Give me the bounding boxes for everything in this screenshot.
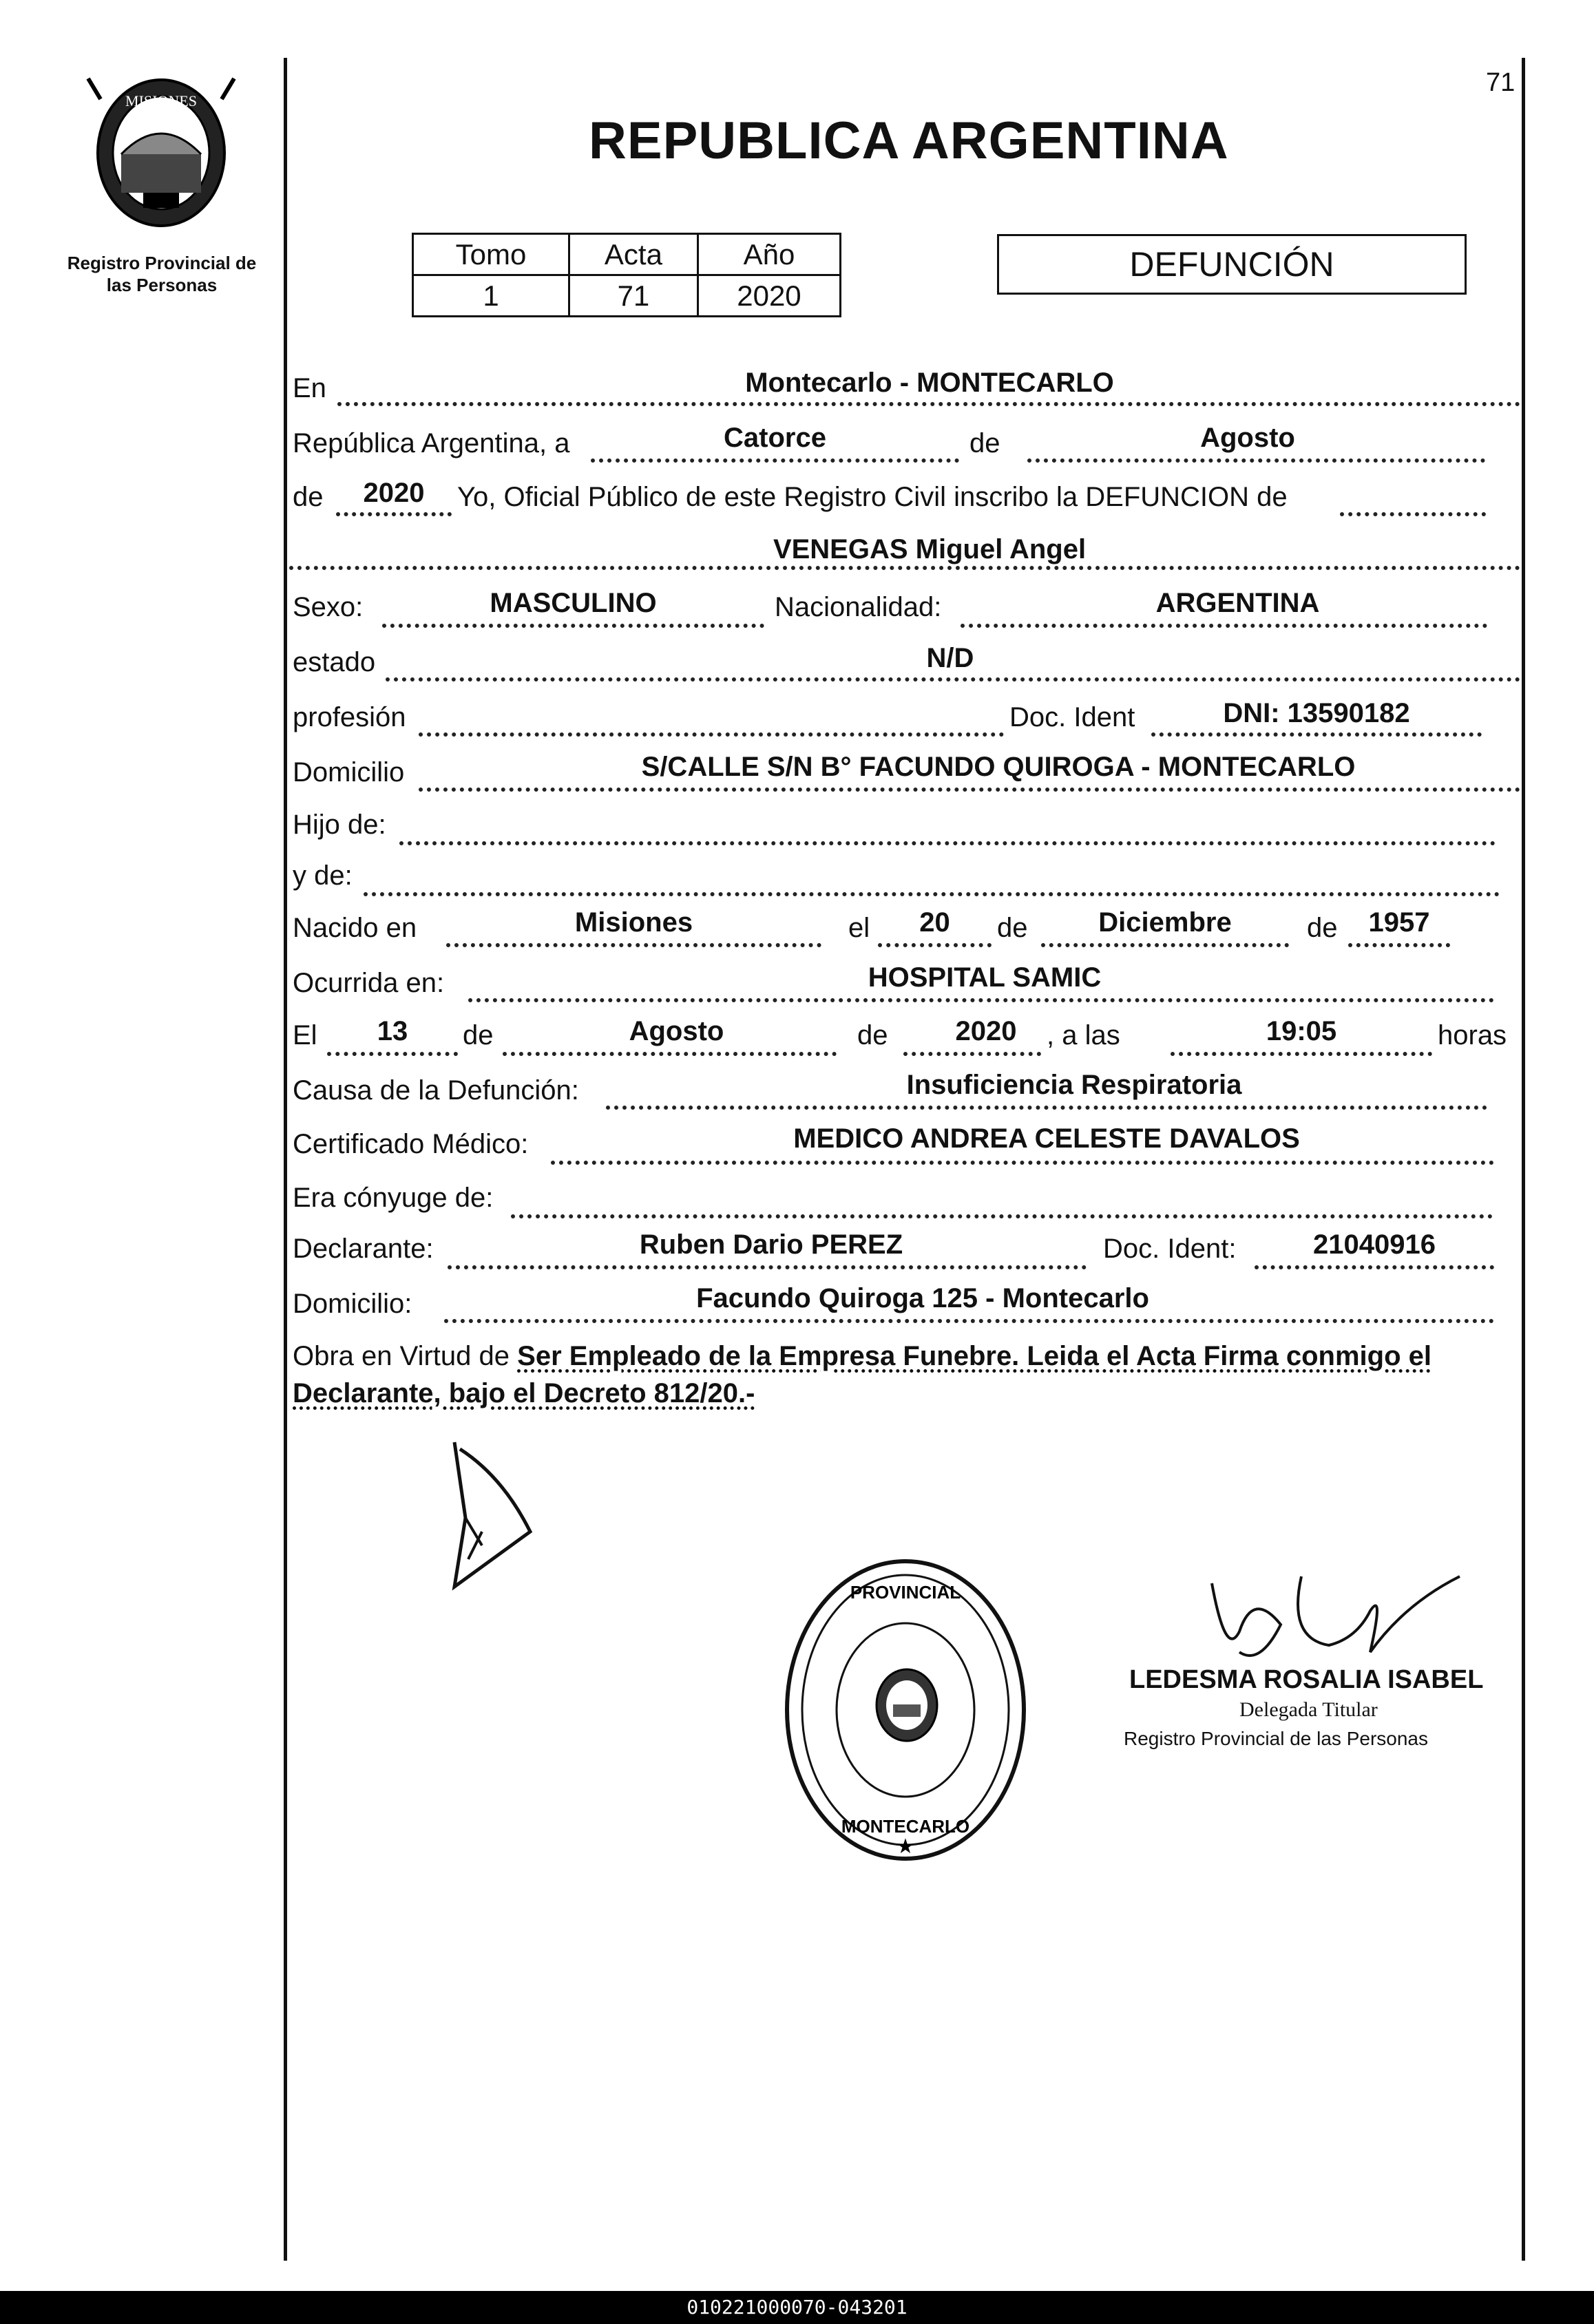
dotted-line — [1255, 1265, 1494, 1269]
official-stamp — [782, 1557, 1029, 1867]
dotted-line — [1027, 458, 1485, 463]
label-certificado: Certificado Médico: — [293, 1129, 529, 1159]
label-domicilio: Domicilio — [293, 757, 405, 788]
label-ocurrida: Ocurrida en: — [293, 968, 445, 998]
month-value: Agosto — [1200, 423, 1295, 453]
svg-text:PROVINCIAL: PROVINCIAL — [850, 1582, 961, 1603]
dotted-line — [444, 1319, 1494, 1323]
domicilio2-value: Facundo Quiroga 125 - Montecarlo — [696, 1283, 1149, 1313]
label-de: de — [997, 913, 1028, 943]
label-de: de — [1307, 913, 1338, 943]
value-acta: 71 — [569, 275, 698, 317]
label-de: de — [463, 1020, 494, 1050]
dotted-line — [446, 943, 821, 947]
label-el: el — [848, 913, 870, 943]
nacido-anio-value: 1957 — [1368, 907, 1430, 938]
header-acta: Acta — [569, 234, 698, 275]
dotted-line — [1348, 943, 1450, 947]
muerte-dia-value: 13 — [377, 1016, 408, 1046]
record-type-box: DEFUNCIÓN — [997, 234, 1467, 295]
label-hijo-de: Hijo de: — [293, 810, 386, 840]
label-obra: Obra en Virtud de — [293, 1341, 510, 1371]
muerte-anio-value: 2020 — [955, 1016, 1017, 1046]
ocurrida-value: HOSPITAL SAMIC — [868, 962, 1102, 993]
muerte-hora-value: 19:05 — [1266, 1016, 1337, 1046]
nacionalidad-value: ARGENTINA — [1155, 588, 1320, 618]
label-de: de — [857, 1020, 888, 1050]
label-doc-ident2: Doc. Ident: — [1103, 1234, 1237, 1264]
obra-value: Ser Empleado de la Empresa Funebre. Leida el Acta Firma conmigo el Declarante, bajo el Decreto 812/20.- — [293, 1341, 1432, 1408]
label-el: El — [293, 1020, 317, 1050]
header-tomo: Tomo — [413, 234, 569, 275]
record-table — [412, 233, 841, 317]
signatory-title: Delegada Titular — [1239, 1698, 1378, 1721]
dotted-line — [448, 1265, 1087, 1269]
signatory-name: LEDESMA ROSALIA ISABEL — [1129, 1665, 1484, 1694]
nacido-dia-value: 20 — [919, 907, 950, 938]
dotted-line — [1340, 512, 1486, 516]
dotted-line — [386, 677, 1520, 682]
right-border-line — [1522, 58, 1525, 2261]
dotted-line — [399, 841, 1496, 845]
declarant-signature — [441, 1435, 551, 1601]
causa-value: Insuficiencia Respiratoria — [906, 1070, 1242, 1100]
label-en: En — [293, 373, 326, 403]
year-value: 2020 — [363, 478, 425, 508]
label-estado: estado — [293, 647, 376, 677]
label-domicilio2: Domicilio: — [293, 1289, 412, 1319]
label-a-las: , a las — [1047, 1020, 1120, 1050]
label-nacido-en: Nacido en — [293, 913, 417, 943]
label-doc-ident: Doc. Ident — [1009, 702, 1135, 732]
label-year-prefix: de — [293, 482, 324, 512]
signatory-office: Registro Provincial de las Personas — [1124, 1728, 1428, 1749]
registry-caption-line2: las Personas — [106, 275, 218, 295]
value-anio: 2020 — [698, 275, 840, 317]
dotted-line — [419, 732, 1004, 737]
dotted-line — [503, 1052, 837, 1056]
label-y-de: y de: — [293, 860, 353, 891]
label-declarante: Declarante: — [293, 1234, 434, 1264]
dotted-line — [878, 943, 992, 947]
doc-ident-value: DNI: 13590182 — [1223, 698, 1410, 728]
page-title: REPUBLICA ARGENTINA — [589, 112, 1229, 170]
dotted-line — [551, 1161, 1494, 1165]
nacido-lugar-value: Misiones — [574, 907, 693, 938]
dotted-line — [382, 624, 764, 628]
place-value: Montecarlo - MONTECARLO — [745, 368, 1114, 398]
svg-text:★: ★ — [896, 1835, 915, 1859]
svg-text:MISIONES: MISIONES — [125, 92, 197, 109]
dotted-line — [1151, 732, 1482, 737]
dotted-line — [1171, 1052, 1432, 1056]
doc-ident2-value: 21040916 — [1313, 1229, 1436, 1260]
dotted-line — [364, 892, 1500, 896]
header-anio: Año — [698, 234, 840, 275]
dotted-line — [903, 1052, 1041, 1056]
registry-caption-line1: Registro Provincial de — [67, 253, 257, 273]
certificado-value: MEDICO ANDREA CELESTE DAVALOS — [793, 1123, 1300, 1154]
left-border-line — [284, 58, 287, 2261]
deceased-name: VENEGAS Miguel Angel — [773, 534, 1087, 564]
official-signature — [1198, 1563, 1474, 1680]
page-number: 71 — [1486, 68, 1516, 97]
dotted-line — [337, 402, 1520, 406]
estado-value: N/D — [926, 643, 974, 673]
dotted-line — [289, 566, 1520, 570]
value-tomo: 1 — [413, 275, 569, 317]
dotted-line — [419, 788, 1520, 792]
day-words-value: Catorce — [724, 423, 826, 453]
dotted-line — [336, 512, 452, 516]
domicilio-value: S/CALLE S/N B° FACUNDO QUIROGA - MONTECARLO — [641, 752, 1356, 782]
svg-text:MONTECARLO: MONTECARLO — [841, 1816, 970, 1837]
misiones-province-logo — [81, 72, 241, 234]
dotted-line — [468, 998, 1494, 1002]
label-conyuge: Era cónyuge de: — [293, 1183, 494, 1213]
declarante-value: Ruben Dario PEREZ — [639, 1229, 903, 1260]
label-nacionalidad: Nacionalidad: — [775, 592, 942, 622]
sexo-value: MASCULINO — [490, 588, 657, 618]
label-horas: horas — [1438, 1020, 1507, 1050]
label-causa: Causa de la Defunción: — [293, 1075, 579, 1106]
document-code-footer: 010221000070-043201 — [0, 2291, 1594, 2324]
dotted-line — [961, 624, 1487, 628]
dotted-line — [511, 1214, 1493, 1218]
statement-text: Yo, Oficial Público de este Registro Civil inscribo la DEFUNCION de — [457, 482, 1288, 512]
label-de: de — [969, 428, 1000, 458]
dotted-line — [591, 458, 959, 463]
muerte-mes-value: Agosto — [629, 1016, 724, 1046]
dotted-line — [606, 1106, 1487, 1110]
dotted-line — [1041, 943, 1289, 947]
dotted-line — [327, 1052, 458, 1056]
label-profesion: profesión — [293, 702, 406, 732]
obra-paragraph — [293, 1338, 1522, 1412]
nacido-mes-value: Diciembre — [1098, 907, 1232, 938]
label-sexo: Sexo: — [293, 592, 364, 622]
label-republica: República Argentina, a — [293, 428, 570, 458]
